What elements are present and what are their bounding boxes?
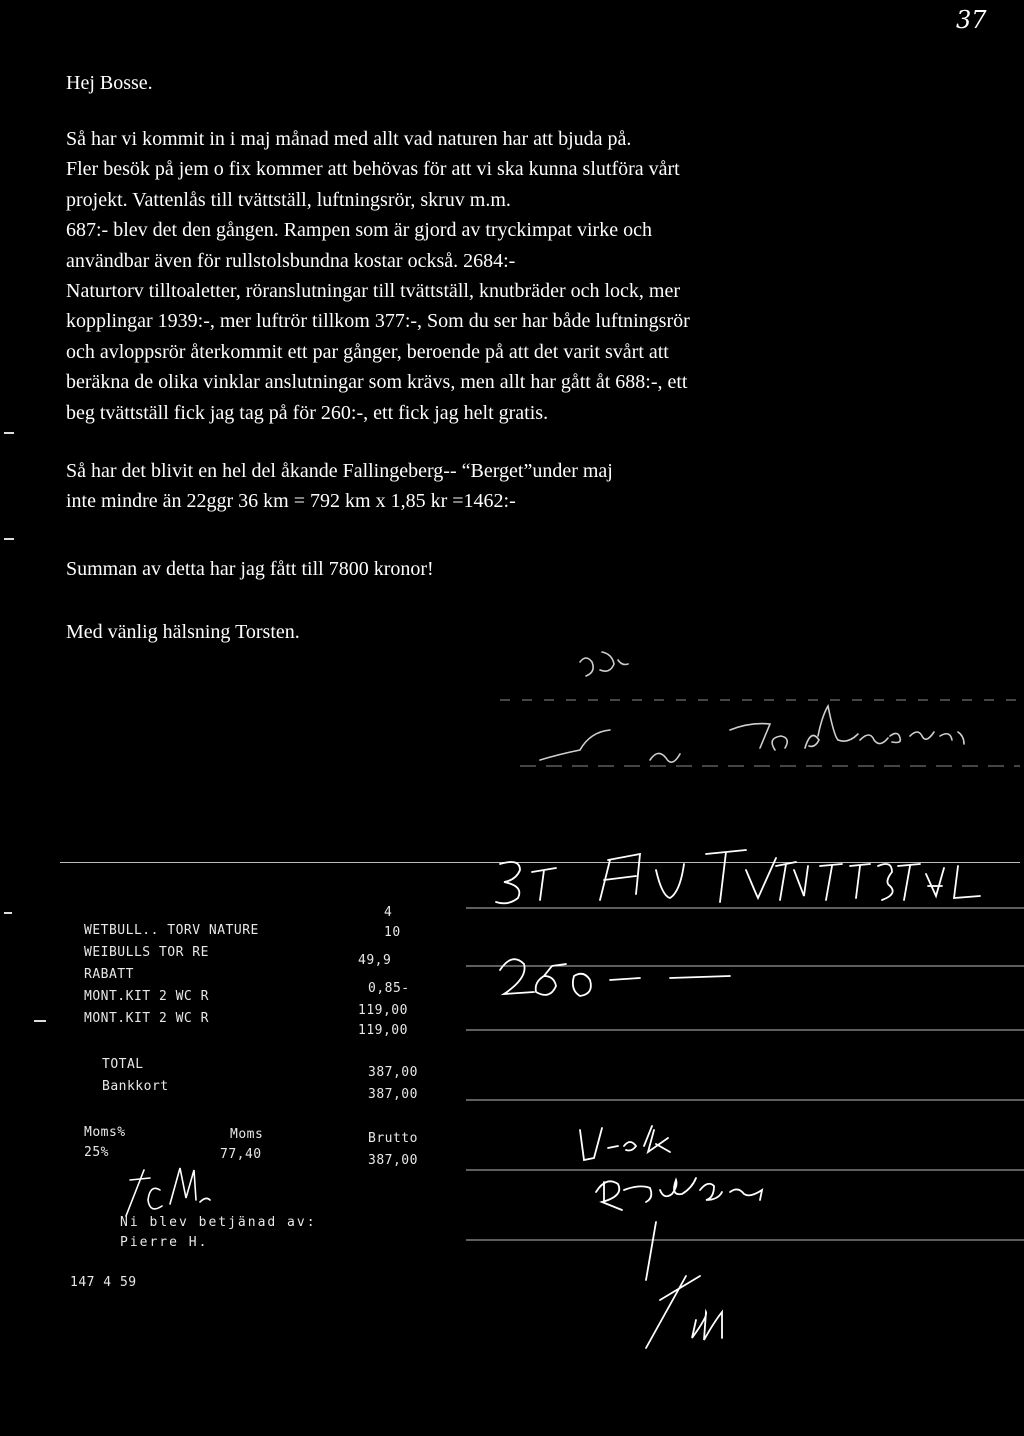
- letter-line: beräkna de olika vinklar anslutningar som krävs, men allt har gått åt 688:-, ett: [66, 371, 688, 394]
- margin-mark: [4, 432, 14, 434]
- letter-greeting: Hej Bosse.: [66, 72, 153, 94]
- letter-paragraph-2: [66, 456, 613, 517]
- receipt-item-price: 119,00: [358, 1023, 408, 1038]
- letter-line: Så har det blivit en hel del åkande Fallingeberg-- “Berget”under maj: [66, 460, 613, 482]
- receipt-item-price: 119,00: [358, 1003, 408, 1018]
- receipt-item-name: MONT.KIT 2 WC R: [84, 989, 209, 1004]
- receipt-item-name: RABATT: [84, 967, 134, 982]
- receipt-total-value: 387,00: [368, 1065, 418, 1080]
- receipt-vat-rate-label: Moms%: [84, 1125, 126, 1140]
- receipt-item-price: 0,85-: [368, 981, 410, 996]
- letter-summary: Summan av detta har jag fått till 7800 kronor!: [66, 558, 434, 580]
- letter-line: användbar även för rullstolsbundna kostar också. 2684:-: [66, 249, 516, 272]
- receipt-total-label: TOTAL: [102, 1057, 144, 1072]
- letter-line: Fler besök på jem o fix kommer att behövas för att vi ska kunna slutföra vårt: [66, 158, 680, 181]
- letter-line: 687:- blev det den gången. Rampen som är gjord av tryckimpat virke och: [66, 219, 652, 242]
- receipt-gross-label: Brutto: [368, 1131, 418, 1146]
- receipt-served-by-label: Ni blev betjänad av:: [120, 1215, 317, 1230]
- receipt-item-name: MONT.KIT 2 WC R: [84, 1011, 209, 1026]
- receipt-vat-label: Moms: [230, 1127, 264, 1142]
- margin-mark: [4, 912, 12, 914]
- letter-line: och avloppsrör återkommit ett par gånger, beroende på att det varit svårt att: [66, 340, 669, 363]
- receipt-initials-handwriting: [100, 1160, 220, 1230]
- page-number: 37: [956, 6, 987, 34]
- receipt-footer-code: 147 4 59: [70, 1275, 137, 1290]
- letter-line: inte mindre än 22ggr 36 km = 792 km x 1,85 kr =1462:-: [66, 490, 516, 513]
- receipt-item-price: 10: [384, 925, 401, 940]
- receipt-vat-value: 77,40: [220, 1147, 262, 1162]
- receipt-gross-value: 387,00: [368, 1153, 418, 1168]
- receipt-item-name: WETBULL.. TORV NATURE: [84, 923, 259, 938]
- receipt-vat-rate-value: 25%: [84, 1145, 109, 1160]
- letter-line: Naturtorv tilltoaletter, röranslutningar till tvättställ, knutbräder och lock, mer: [66, 280, 681, 303]
- letter-line: beg tvättställ fick jag tag på för 260:-, ett fick jag helt gratis.: [66, 401, 549, 424]
- letter-closing: Med vänlig hälsning Torsten.: [66, 621, 300, 643]
- letter-line: projekt. Vattenlås till tvättställ, luftningsrör, skruv m.m.: [66, 188, 511, 211]
- receipt-item-price: 49,9: [358, 953, 392, 968]
- margin-mark: [34, 1020, 46, 1022]
- letter-paragraph-1: [66, 124, 690, 428]
- receipt-payment-value: 387,00: [368, 1087, 418, 1102]
- margin-mark: [4, 538, 14, 540]
- letter-line: kopplingar 1939:-, mer luftrör tillkom 377:-, Som du ser har både luftningsrör: [66, 310, 690, 333]
- receipt-item-name: WEIBULLS TOR RE: [84, 945, 209, 960]
- letter-line: Så har vi kommit in i maj månad med allt vad naturen har att bjuda på.: [66, 128, 632, 150]
- handwritten-payment-note: [440, 830, 1024, 1350]
- receipt-served-by-name: Pierre H.: [120, 1235, 209, 1250]
- handwritten-signature: [500, 640, 1020, 800]
- receipt-item-price: 4: [384, 905, 393, 920]
- receipt-payment-label: Bankkort: [102, 1079, 169, 1094]
